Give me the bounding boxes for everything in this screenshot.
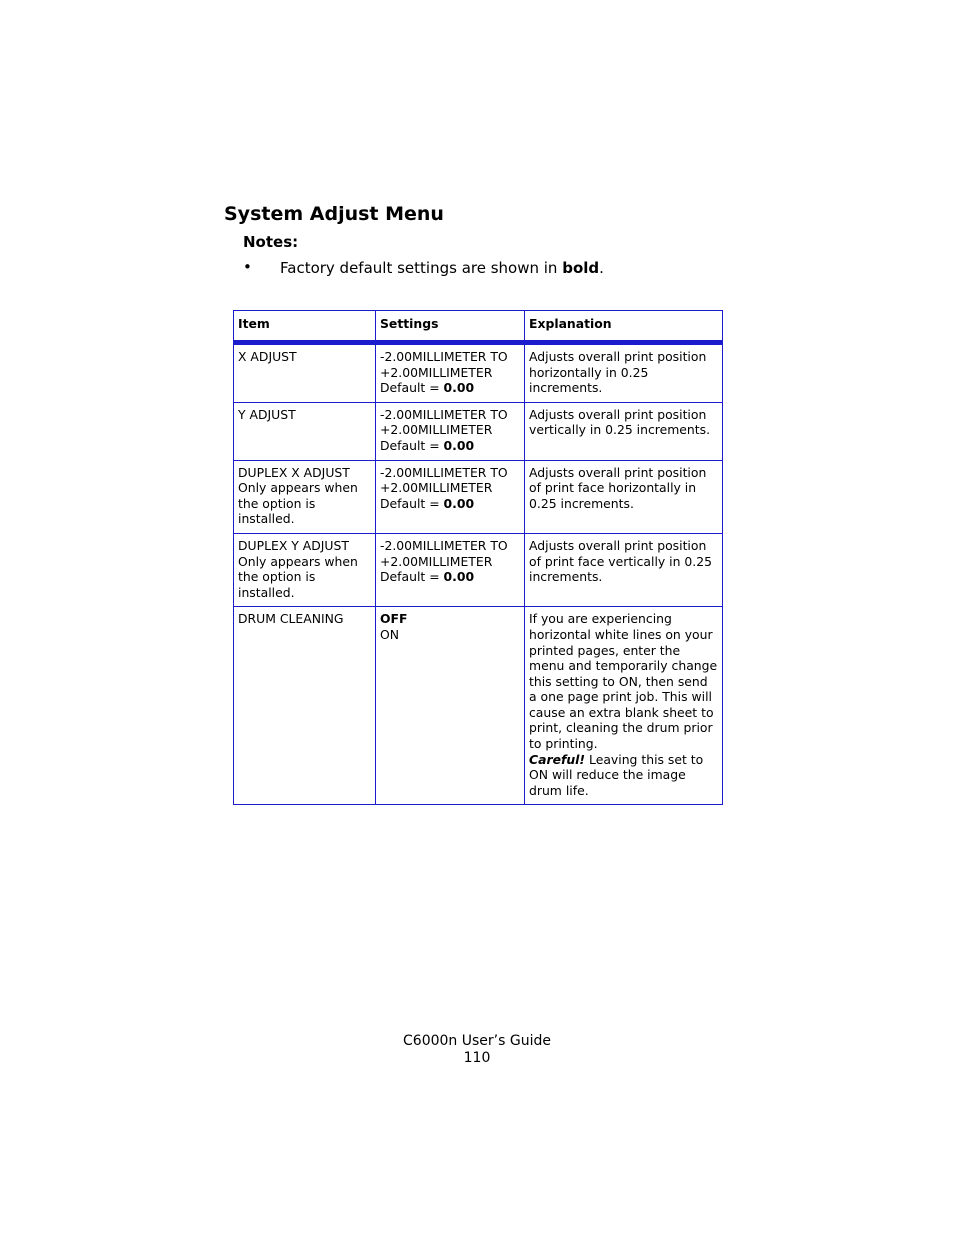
explanation-cell: Adjusts overall print position vertically in 0.25 increments. [525,402,723,460]
explanation-cell: If you are experiencing horizontal white lines on your printed pages, enter the menu and temporarily change this setting to ON, then send a one page print job. This will cause an extra blank sheet to print, cleaning the drum prior to printing. Careful! Leaving this set to ON will reduce the image drum life. [525,607,723,805]
explanation-cell: Adjusts overall print position of print face horizontally in 0.25 increments. [525,460,723,533]
settings-cell: -2.00MILLIMETER TO +2.00MILLIMETER Default = 0.00 [376,343,525,403]
note-bold-word: bold [562,259,600,277]
guide-title: C6000n User’s Guide [403,1033,551,1049]
table-row [234,343,723,403]
table-header-row [234,311,723,343]
page-number: 110 [463,1050,491,1066]
item-cell: DUPLEX X ADJUST Only appears when the option is installed. [234,460,376,533]
settings-cell: -2.00MILLIMETER TO +2.00MILLIMETER Default = 0.00 [376,533,525,606]
bullet-icon: • [243,258,252,276]
careful-label: Careful! [529,751,586,767]
header-explanation: Explanation [525,311,723,343]
settings-cell: -2.00MILLIMETER TO +2.00MILLIMETER Default = 0.00 [376,402,525,460]
system-adjust-table [233,310,723,805]
item-cell: DRUM CLEANING [234,607,376,805]
note-text: Factory default settings are shown in bold. [280,259,604,277]
explanation-cell: Adjusts overall print position of print face vertically in 0.25 increments. [525,533,723,606]
table-row [234,607,723,805]
table-row [234,533,723,606]
page-footer [0,1033,954,1067]
settings-cell: OFF ON [376,607,525,805]
item-cell: DUPLEX Y ADJUST Only appears when the option is installed. [234,533,376,606]
table-row [234,402,723,460]
header-settings: Settings [376,311,525,343]
item-cell: Y ADJUST [234,402,376,460]
page-title: System Adjust Menu [224,203,444,225]
header-item: Item [234,311,376,343]
table-row [234,460,723,533]
notes-label: Notes: [243,233,299,251]
item-cell: X ADJUST [234,343,376,403]
settings-cell: -2.00MILLIMETER TO +2.00MILLIMETER Default = 0.00 [376,460,525,533]
explanation-cell: Adjusts overall print position horizontally in 0.25 increments. [525,343,723,403]
